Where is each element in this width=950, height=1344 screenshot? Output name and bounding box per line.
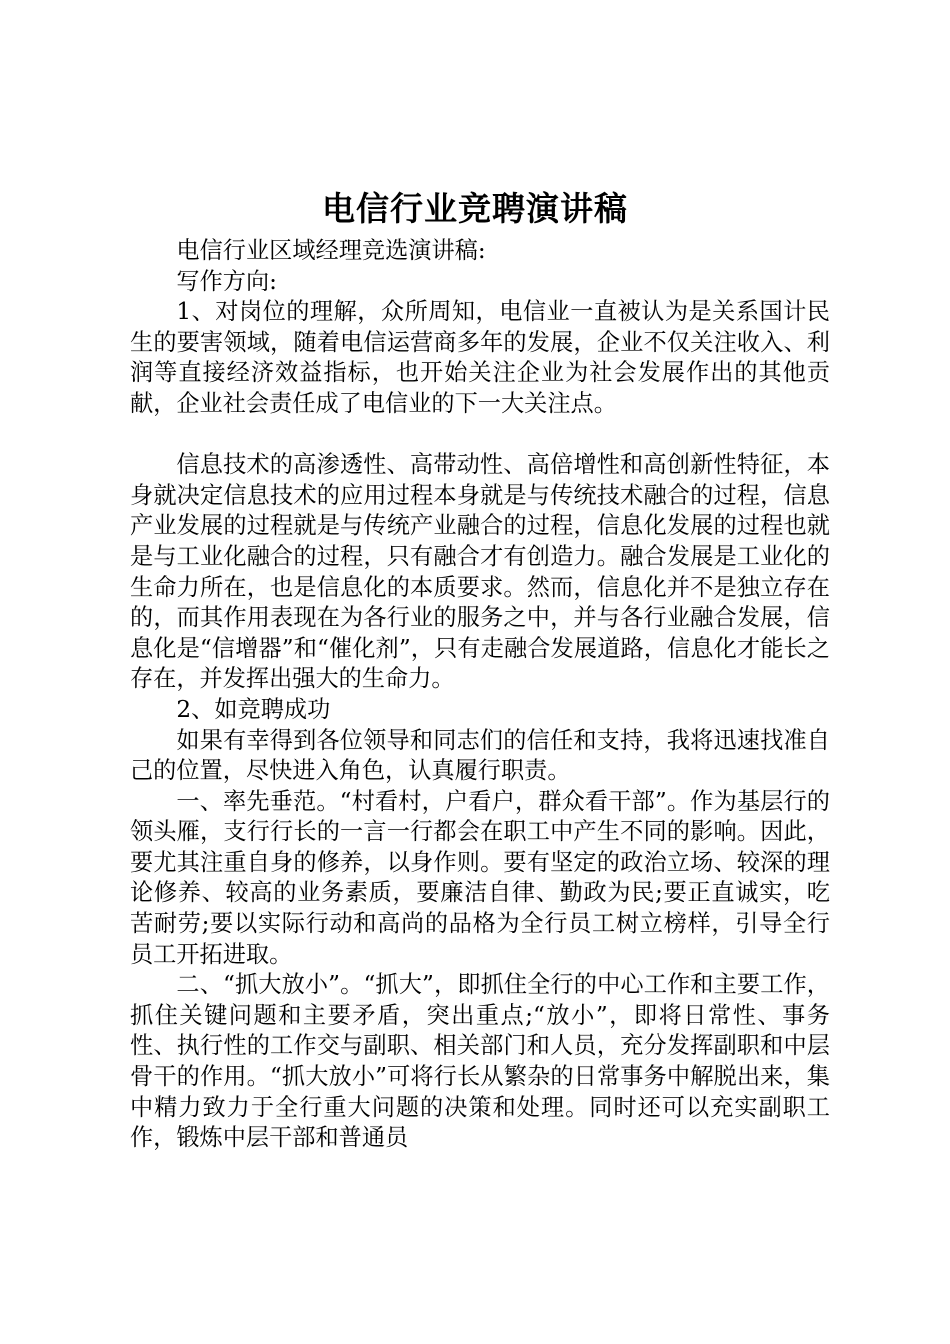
document-body <box>130 236 830 1154</box>
paragraph-intro: 电信行业区域经理竞选演讲稿: <box>176 237 486 264</box>
document-title: 电信行业竞聘演讲稿 <box>322 189 628 228</box>
paragraph-information-technology: 信息技术的高渗透性、高带动性、高倍增性和高创新性特征，本身就决定信息技术的应用过程本身就是与传统技术融合的过程，信息产业发展的过程就是与传统产业融合的过程，信息化发展的过程也就是与工业化融合的过程，只有融合才有创造力。融合发展是工业化的生命力所在，也是信息化的本质要求。然而，信息化并不是独立存在的，而其作用表现在为各行业的服务之中，并与各行业融合发展，信息化是“信增器”和“催化剂”，只有走融合发展道路，信息化才能长之存在，并发挥出强大的生命力。 <box>130 451 830 693</box>
paragraph-if-successful-heading: 2、如竞聘成功 <box>176 695 331 723</box>
paragraph-commitment: 如果有幸得到各位领导和同志们的信任和支持，我将迅速找准自己的位置，尽快进入角色，认真履行职责。 <box>130 726 830 785</box>
paragraph-writing-direction: 写作方向: <box>176 267 277 295</box>
paragraph-focus-on-big: 二、“抓大放小”。“抓大”，即抓住全行的中心工作和主要工作，抓住关键问题和主要矛盾，突出重点;“放小”，即将日常性、事务性、执行性的工作交与副职、相关部门和人员，充分发挥副职和中层骨干的作用。“抓大放小”可将行长从繁杂的日常事务中解脱出来，集中精力致力于全行重大问题的决策和处理。同时还可以充实副职工作，锻炼中层干部和普通员 <box>130 971 830 1152</box>
paragraph-lead-by-example: 一、率先垂范。“村看村，户看户，群众看干部”。作为基层行的领头雁，支行行长的一言一行都会在职工中产生不同的影响。因此，要尤其注重自身的修养，以身作则。要有坚定的政治立场、较深的理论修养、较高的业务素质，要廉洁自律、勤政为民;要正直诚实，吃苦耐劳;要以实际行动和高尚的品格为全行员工树立榜样，引导全行员工开拓进取。 <box>130 787 830 968</box>
paragraph-job-understanding: 1、对岗位的理解，众所周知，电信业一直被认为是关系国计民生的要害领域，随着电信运营商多年的发展，企业不仅关注收入、利润等直接经济效益指标，也开始关注企业为社会发展作出的其他贡献，企业社会责任成了电信业的下一大关注点。 <box>130 298 830 417</box>
